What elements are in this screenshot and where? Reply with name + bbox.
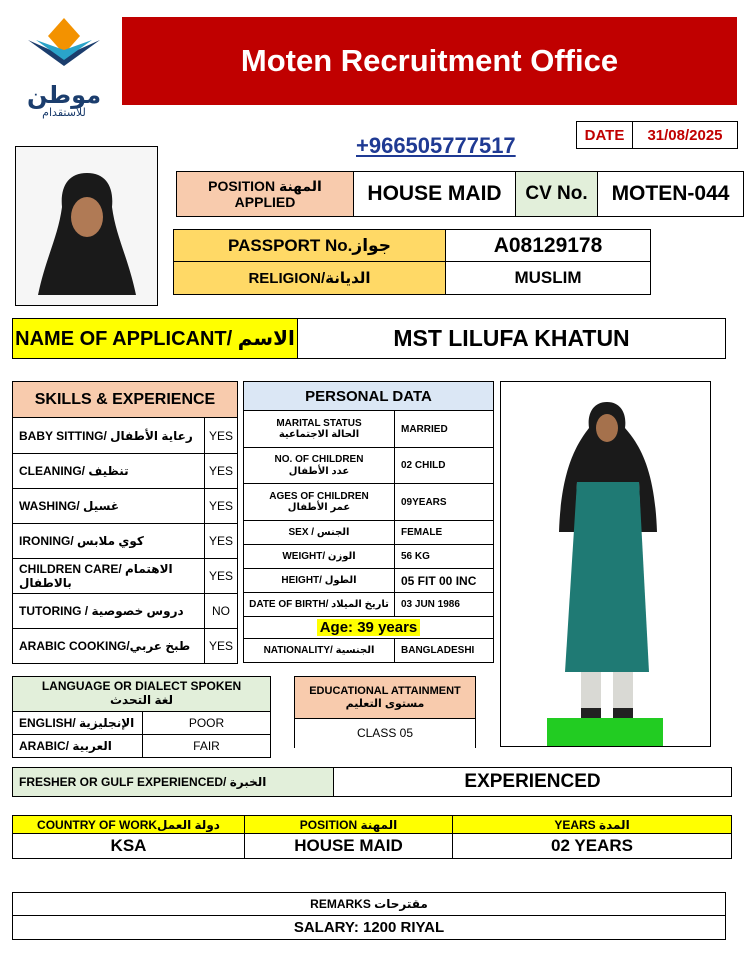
skill-label: TUTORING / دروس خصوصية — [12, 593, 205, 629]
age-row — [243, 616, 494, 639]
religion-value: MUSLIM — [445, 261, 651, 295]
children-label-ar: عدد الأطفال — [288, 465, 350, 477]
logo-arabic-sub: للاستقدام — [42, 106, 86, 119]
logo-arabic-name: موطن — [26, 81, 102, 109]
skill-value: YES — [204, 558, 238, 594]
ages-label-en: AGES OF CHILDREN — [269, 490, 369, 502]
skill-value: YES — [204, 523, 238, 559]
work-country-label: COUNTRY OF WORKدولة العمل — [12, 815, 245, 834]
cv-label: CV No. — [515, 171, 598, 217]
remarks-label: REMARKS مقترحات — [12, 892, 726, 916]
date-value: 31/08/2025 — [632, 121, 738, 149]
remarks-value: SALARY: 1200 RIYAL — [12, 915, 726, 940]
skill-value: YES — [204, 488, 238, 524]
dob-value: 03 JUN 1986 — [394, 592, 494, 617]
applicant-full-photo — [500, 381, 711, 747]
marital-label-ar: الحالة الاجتماعية — [278, 429, 360, 440]
sex-value: FEMALE — [394, 520, 494, 545]
skill-label: CLEANING/ تنظيف — [12, 453, 205, 489]
religion-label: RELIGION/الديانة — [173, 261, 446, 295]
language-label: ARABIC/ العربية — [12, 734, 143, 758]
weight-label: WEIGHT/ الوزن — [243, 544, 395, 569]
weight-value: 56 KG — [394, 544, 494, 569]
children-label-en: NO. OF CHILDREN — [274, 454, 364, 465]
personal-title: PERSONAL DATA — [243, 381, 494, 411]
marital-label-en: MARITAL STATUS — [276, 417, 362, 429]
work-years-label: YEARS المدة — [452, 815, 732, 834]
work-country-value: KSA — [12, 833, 245, 859]
passport-label: PASSPORT No.جواز — [173, 229, 446, 262]
skill-label: BABY SITTING/ رعاية الأطفال — [12, 417, 205, 454]
position-label-text2: APPLIED — [234, 194, 296, 210]
height-label: HEIGHT/ الطول — [243, 568, 395, 593]
header-banner — [122, 17, 737, 105]
children-value: 02 CHILD — [394, 447, 494, 484]
skill-value: YES — [204, 417, 238, 454]
height-value: 05 FIT 00 INC — [394, 568, 494, 593]
language-value: FAIR — [142, 734, 271, 758]
dob-label: DATE OF BIRTH/ تاريخ الميلاد — [243, 592, 395, 617]
marital-label — [243, 410, 395, 448]
language-title-en: LANGUAGE OR DIALECT SPOKEN — [41, 679, 242, 694]
work-position-label: POSITION المهنة — [244, 815, 453, 834]
work-years-value: 02 YEARS — [452, 833, 732, 859]
language-title — [12, 676, 271, 712]
work-position-value: HOUSE MAID — [244, 833, 453, 859]
experience-value: EXPERIENCED — [333, 767, 732, 797]
nationality-label: NATIONALITY/ الجنسية — [243, 638, 395, 663]
position-label-text: POSITION المهنة — [208, 177, 322, 194]
marital-value: MARRIED — [394, 410, 494, 448]
skill-label: WASHING/ غسيل — [12, 488, 205, 524]
sex-label: SEX / الجنس — [243, 520, 395, 545]
language-label: ENGLISH/ الإنجليزية — [12, 711, 143, 735]
language-value: POOR — [142, 711, 271, 735]
education-title — [294, 676, 476, 719]
age-value: Age: 39 years — [317, 619, 421, 636]
skill-label: IRONING/ كوي ملابس — [12, 523, 205, 559]
portrait-person-icon — [16, 147, 158, 306]
company-logo — [22, 14, 106, 119]
applicant-name-label: NAME OF APPLICANT/ الاسم — [12, 318, 298, 359]
education-title-en: EDUCATIONAL ATTAINMENT — [309, 684, 461, 697]
ages-label-ar: عمر الأطفال — [287, 502, 351, 513]
education-value: CLASS 05 — [356, 726, 414, 740]
skill-value: YES — [204, 453, 238, 489]
ages-value: 09YEARS — [394, 483, 494, 521]
skill-value: NO — [204, 593, 238, 629]
position-value: HOUSE MAID — [353, 171, 516, 217]
nationality-value: BANGLADESHI — [394, 638, 494, 663]
cv-value: MOTEN-044 — [597, 171, 744, 217]
passport-value: A08129178 — [445, 229, 651, 262]
skill-value: YES — [204, 628, 238, 664]
skill-label: ARABIC COOKING/طبخ عربي — [12, 628, 205, 664]
experience-label: FRESHER OR GULF EXPERIENCED/ الخبرة — [12, 767, 334, 797]
ages-label — [243, 483, 395, 521]
education-value-box — [294, 718, 476, 748]
children-label — [243, 447, 395, 484]
skill-label: CHILDREN CARE/ الاهتمام بالاطفال — [12, 558, 205, 594]
page-title: Moten Recruitment Office — [240, 43, 619, 78]
applicant-portrait — [15, 146, 158, 306]
logo-emblem-icon — [22, 14, 106, 78]
language-title-ar: لغة التحدث — [109, 693, 174, 707]
applicant-name-value: MST LILUFA KHATUN — [297, 318, 726, 359]
phone-link[interactable]: +966505777517 — [356, 133, 516, 158]
date-label: DATE — [576, 121, 633, 149]
education-title-ar: مستوى التعليم — [345, 697, 425, 710]
skills-title: SKILLS & EXPERIENCE — [12, 381, 238, 418]
position-label — [176, 171, 354, 217]
full-body-person-icon — [501, 382, 711, 747]
